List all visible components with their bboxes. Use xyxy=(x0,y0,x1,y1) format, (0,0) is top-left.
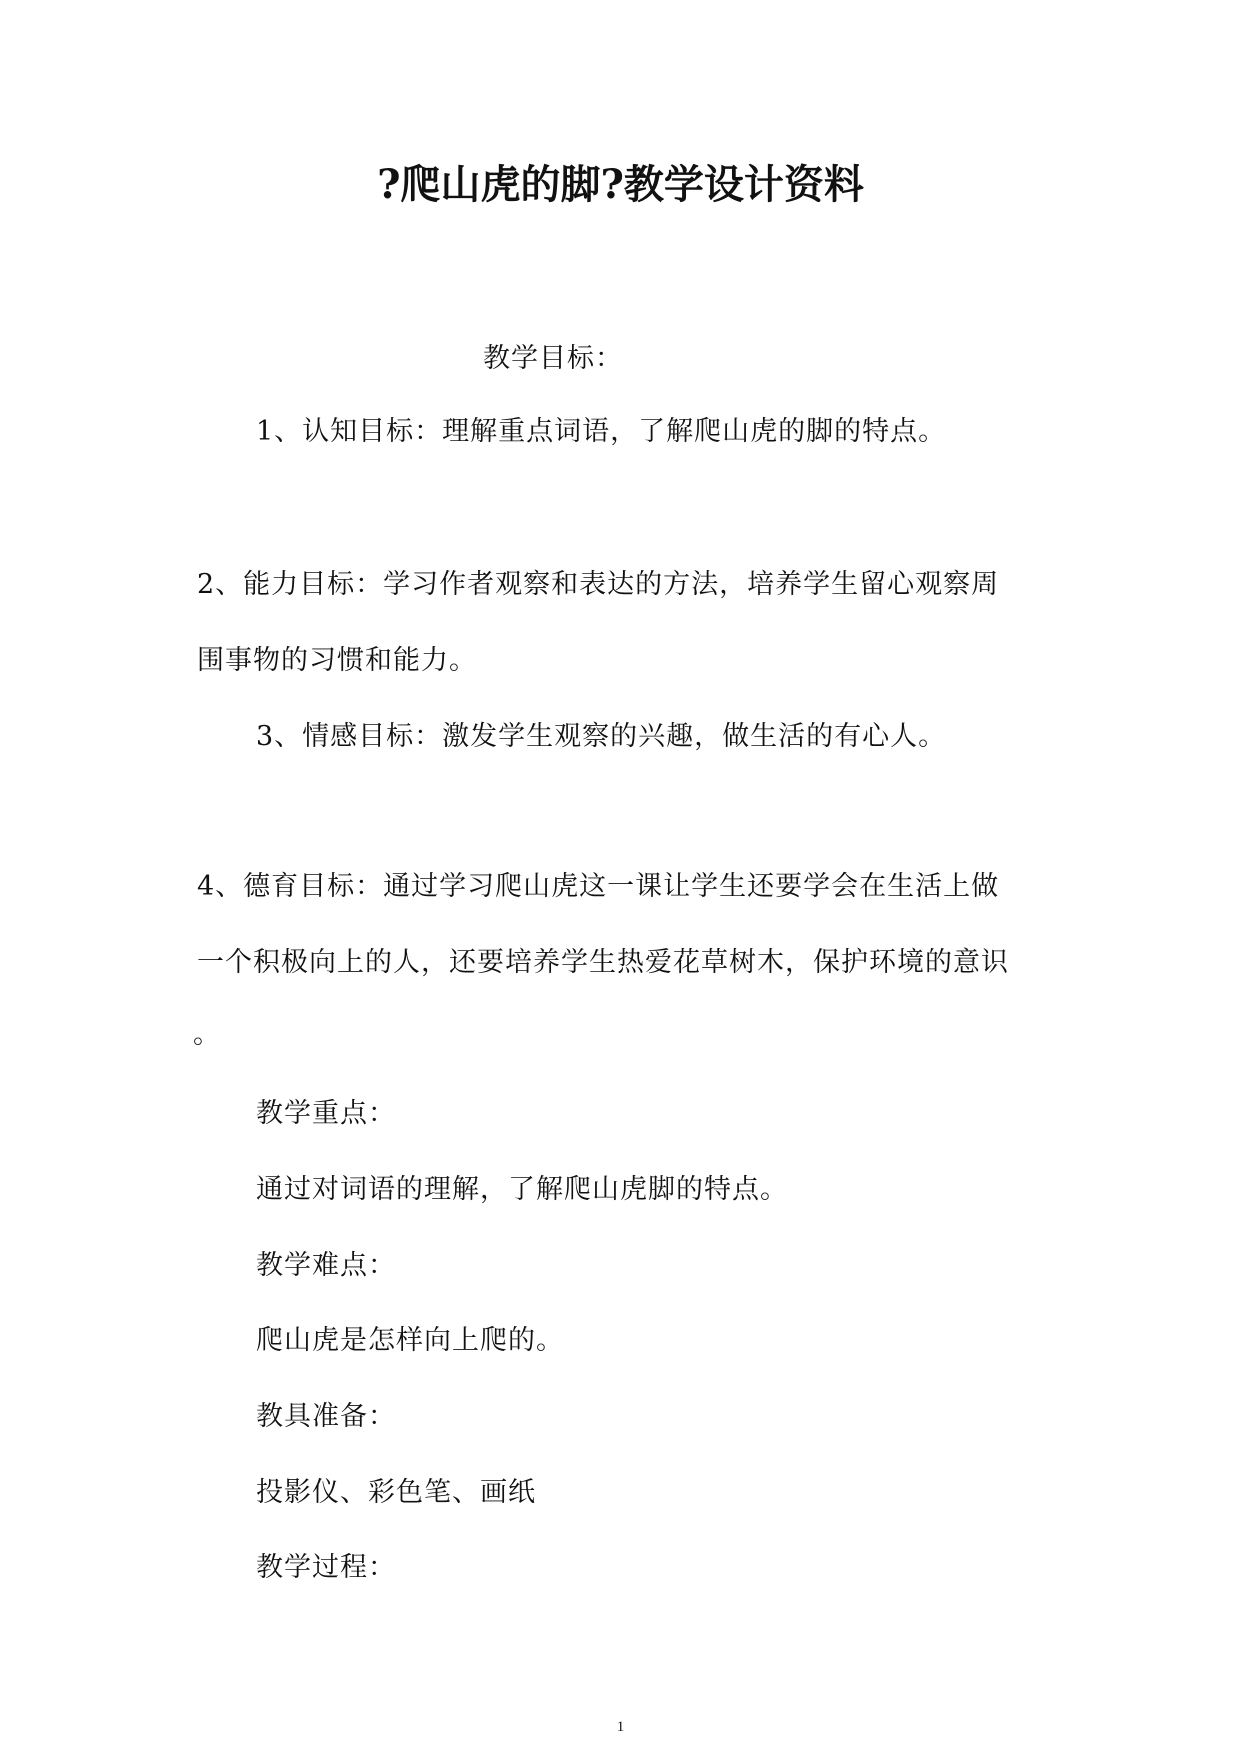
difficulties-heading: 教学难点： xyxy=(256,1250,396,1281)
objective-cognitive: 1、认知目标：理解重点词语，了解爬山虎的脚的特点。 xyxy=(256,416,947,447)
difficulties-text: 爬山虎是怎样向上爬的。 xyxy=(256,1325,564,1356)
objective-moral-line-3: 。 xyxy=(193,1019,221,1050)
objective-emotion: 3、情感目标：激发学生观察的兴趣，做生活的有心人。 xyxy=(256,721,947,752)
objective-ability-line-2: 围事物的习惯和能力。 xyxy=(197,645,477,676)
objectives-heading: 教学目标： xyxy=(483,343,623,374)
objective-moral-line-1: 4、德育目标：通过学习爬山虎这一课让学生还要学会在生活上做 xyxy=(197,871,1000,902)
key-points-heading: 教学重点： xyxy=(256,1098,396,1129)
objective-ability-line-1: 2、能力目标：学习作者观察和表达的方法，培养学生留心观察周 xyxy=(197,569,1000,600)
materials-text: 投影仪、彩色笔、画纸 xyxy=(256,1477,536,1508)
materials-heading: 教具准备： xyxy=(256,1401,396,1432)
document-title: ?爬山虎的脚?教学设计资料 xyxy=(377,161,864,208)
objective-moral-line-2: 一个积极向上的人，还要培养学生热爱花草树木，保护环境的意识 xyxy=(197,947,1009,978)
process-heading: 教学过程： xyxy=(256,1552,396,1583)
key-points-text: 通过对词语的理解，了解爬山虎脚的特点。 xyxy=(256,1174,788,1205)
page-number: 1 xyxy=(616,1719,625,1735)
